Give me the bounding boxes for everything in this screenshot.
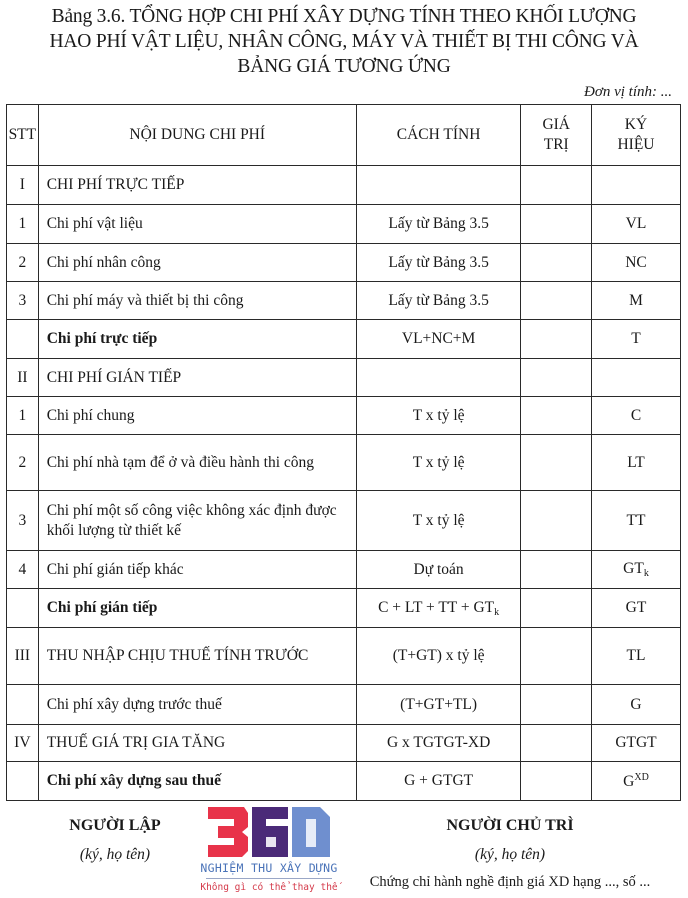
logo-tagline-2: Không gì có thể thay thế bbox=[200, 882, 338, 893]
cell-ky-hieu bbox=[592, 589, 681, 628]
cell-gia-tri bbox=[521, 166, 592, 205]
cach-tinh-subscript: k bbox=[494, 606, 500, 618]
watermark-logo bbox=[198, 803, 340, 895]
cell-noi-dung: Chi phí gián tiếp khác bbox=[38, 551, 356, 589]
logo-360-icon bbox=[208, 805, 330, 858]
cell-gia-tri bbox=[521, 685, 592, 725]
cell-stt bbox=[7, 589, 39, 628]
table-row bbox=[7, 551, 681, 589]
table-row bbox=[7, 359, 681, 397]
ky-hieu-text: GT bbox=[623, 560, 644, 577]
cell-noi-dung: Chi phí vật liệu bbox=[38, 205, 356, 244]
cell-stt: I bbox=[7, 166, 39, 205]
ky-hieu-text: T bbox=[631, 330, 641, 347]
header-ky-hieu-line2: HIỆU bbox=[617, 136, 655, 153]
cell-cach-tinh bbox=[356, 320, 521, 359]
logo-tagline-1: NGHIỆM THU XÂY DỰNG bbox=[200, 861, 338, 875]
header-cach-tinh: CÁCH TÍNH bbox=[356, 105, 521, 166]
ky-hieu-text: TL bbox=[626, 647, 646, 664]
header-gia-tri-line1: GIÁ bbox=[542, 116, 570, 133]
cell-gia-tri bbox=[521, 244, 592, 282]
cach-tinh-text: Lấy từ Bảng 3.5 bbox=[388, 291, 489, 309]
title-line-2: HAO PHÍ VẬT LIỆU, NHÂN CÔNG, MÁY VÀ THIẾT BỊ THI CÔNG VÀ bbox=[49, 31, 639, 52]
table-row bbox=[7, 166, 681, 205]
document-title bbox=[0, 4, 688, 79]
preparer-role: NGƯỜI LẬP bbox=[69, 817, 161, 834]
cell-noi-dung: Chi phí chung bbox=[38, 397, 356, 435]
cell-cach-tinh bbox=[356, 166, 521, 205]
ky-hieu-text: GTGT bbox=[615, 734, 657, 751]
cell-ky-hieu bbox=[592, 628, 681, 685]
cell-ky-hieu bbox=[592, 685, 681, 725]
ky-hieu-text: GT bbox=[625, 599, 647, 616]
cell-stt: IV bbox=[7, 725, 39, 762]
table-row bbox=[7, 725, 681, 762]
cell-stt: 1 bbox=[7, 397, 39, 435]
table-row bbox=[7, 282, 681, 320]
table-header-row bbox=[7, 105, 681, 166]
ky-hieu-subscript: k bbox=[643, 568, 649, 579]
cell-noi-dung: CHI PHÍ TRỰC TIẾP bbox=[38, 166, 356, 205]
header-stt: STT bbox=[7, 105, 39, 166]
cell-cach-tinh bbox=[356, 282, 521, 320]
cell-gia-tri bbox=[521, 359, 592, 397]
cell-ky-hieu bbox=[592, 282, 681, 320]
ky-hieu-text: M bbox=[629, 291, 643, 309]
cell-noi-dung: Chi phí trực tiếp bbox=[38, 320, 356, 359]
cell-cach-tinh bbox=[356, 491, 521, 551]
cell-cach-tinh bbox=[356, 359, 521, 397]
table-row bbox=[7, 762, 681, 801]
cell-noi-dung: Chi phí gián tiếp bbox=[38, 589, 356, 628]
title-line-1: Bảng 3.6. TỔNG HỢP CHI PHÍ XÂY DỰNG TÍNH THEO KHỐI LƯỢNG bbox=[51, 6, 637, 27]
ky-hieu-text: G bbox=[623, 772, 635, 790]
ky-hieu-text: G bbox=[630, 695, 642, 713]
cach-tinh-text: (T+GT) x tỷ lệ bbox=[392, 647, 485, 664]
preparer-note: (ký, họ tên) bbox=[79, 846, 151, 863]
cell-cach-tinh bbox=[356, 762, 521, 801]
ky-hieu-text: C bbox=[630, 406, 642, 424]
cell-stt: 3 bbox=[7, 282, 39, 320]
cach-tinh-text: VL+NC+M bbox=[401, 330, 476, 347]
cell-gia-tri bbox=[521, 551, 592, 589]
cell-noi-dung: Chi phí máy và thiết bị thi công bbox=[38, 282, 356, 320]
cost-summary-table bbox=[6, 104, 681, 801]
cell-gia-tri bbox=[521, 435, 592, 491]
header-ky-hieu bbox=[592, 105, 681, 166]
cach-tinh-text: G + GTGT bbox=[404, 772, 474, 789]
cell-ky-hieu bbox=[592, 359, 681, 397]
header-ky-hieu-line1: KÝ bbox=[624, 116, 648, 133]
cell-cach-tinh bbox=[356, 589, 521, 628]
cell-cach-tinh bbox=[356, 551, 521, 589]
cell-gia-tri bbox=[521, 205, 592, 244]
cell-ky-hieu bbox=[592, 244, 681, 282]
cell-cach-tinh bbox=[356, 685, 521, 725]
cell-noi-dung: Chi phí xây dựng sau thuế bbox=[38, 762, 356, 801]
cell-gia-tri bbox=[521, 491, 592, 551]
header-noi-dung: NỘI DUNG CHI PHÍ bbox=[38, 105, 356, 166]
unit-label: Đơn vị tính: ... bbox=[584, 84, 672, 100]
table-row bbox=[7, 685, 681, 725]
table-row bbox=[7, 435, 681, 491]
cell-cach-tinh bbox=[356, 205, 521, 244]
cell-gia-tri bbox=[521, 628, 592, 685]
cell-noi-dung: Chi phí nhân công bbox=[38, 244, 356, 282]
cell-cach-tinh bbox=[356, 628, 521, 685]
cach-tinh-text: T x tỷ lệ bbox=[412, 406, 465, 424]
cell-ky-hieu bbox=[592, 205, 681, 244]
cell-noi-dung: THU NHẬP CHỊU THUẾ TÍNH TRƯỚC bbox=[38, 628, 356, 685]
cach-tinh-text: Lấy từ Bảng 3.5 bbox=[388, 253, 489, 271]
cell-cach-tinh bbox=[356, 244, 521, 282]
cell-cach-tinh bbox=[356, 725, 521, 762]
cell-noi-dung: Chi phí nhà tạm để ở và điều hành thi công bbox=[38, 435, 356, 491]
cell-ky-hieu bbox=[592, 320, 681, 359]
logo-divider bbox=[206, 878, 332, 879]
cell-stt: 2 bbox=[7, 244, 39, 282]
cell-noi-dung: Chi phí xây dựng trước thuế bbox=[38, 685, 356, 725]
table-row bbox=[7, 491, 681, 551]
cell-stt bbox=[7, 762, 39, 801]
ky-hieu-text: VL bbox=[625, 215, 647, 232]
cell-ky-hieu bbox=[592, 397, 681, 435]
cell-ky-hieu bbox=[592, 725, 681, 762]
supervisor-certificate: Chứng chỉ hành nghề định giá XD hạng ..., số ... bbox=[369, 874, 651, 890]
cell-gia-tri bbox=[521, 725, 592, 762]
cell-cach-tinh bbox=[356, 435, 521, 491]
cell-stt: 1 bbox=[7, 205, 39, 244]
cell-noi-dung: THUẾ GIÁ TRỊ GIA TĂNG bbox=[38, 725, 356, 762]
title-line-3: BẢNG GIÁ TƯƠNG ỨNG bbox=[237, 56, 451, 77]
cach-tinh-text: T x tỷ lệ bbox=[412, 511, 465, 529]
table-body bbox=[7, 166, 681, 801]
table-row bbox=[7, 397, 681, 435]
header-gia-tri bbox=[521, 105, 592, 166]
signature-supervisor bbox=[340, 815, 680, 891]
cell-gia-tri bbox=[521, 397, 592, 435]
header-gia-tri-line2: TRỊ bbox=[543, 136, 569, 153]
cell-stt: 3 bbox=[7, 491, 39, 551]
table-row bbox=[7, 628, 681, 685]
supervisor-note: (ký, họ tên) bbox=[474, 846, 546, 863]
cell-gia-tri bbox=[521, 762, 592, 801]
ky-hieu-superscript: XD bbox=[634, 771, 649, 783]
cach-tinh-text: G x TGTGT-XD bbox=[386, 734, 491, 751]
cell-gia-tri bbox=[521, 589, 592, 628]
cach-tinh-text: (T+GT+TL) bbox=[400, 695, 478, 713]
cach-tinh-text: T x tỷ lệ bbox=[412, 453, 465, 471]
table-row bbox=[7, 244, 681, 282]
cell-ky-hieu bbox=[592, 551, 681, 589]
cell-gia-tri bbox=[521, 320, 592, 359]
signature-preparer bbox=[50, 815, 180, 864]
cell-stt: III bbox=[7, 628, 39, 685]
cell-gia-tri bbox=[521, 282, 592, 320]
ky-hieu-text: TT bbox=[626, 511, 646, 529]
ky-hieu-text: LT bbox=[627, 453, 645, 471]
cell-ky-hieu bbox=[592, 435, 681, 491]
cell-stt: II bbox=[7, 359, 39, 397]
cell-stt: 2 bbox=[7, 435, 39, 491]
cell-stt bbox=[7, 320, 39, 359]
cach-tinh-text: Dự toán bbox=[413, 560, 464, 578]
cach-tinh-text: C + LT + TT + GT bbox=[378, 598, 495, 616]
table-row bbox=[7, 589, 681, 628]
table-row bbox=[7, 320, 681, 359]
cell-cach-tinh bbox=[356, 397, 521, 435]
ky-hieu-text: NC bbox=[625, 253, 647, 271]
cell-ky-hieu bbox=[592, 166, 681, 205]
cell-stt: 4 bbox=[7, 551, 39, 589]
cell-ky-hieu bbox=[592, 762, 681, 801]
supervisor-role: NGƯỜI CHỦ TRÌ bbox=[446, 817, 574, 834]
cell-stt bbox=[7, 685, 39, 725]
cell-ky-hieu bbox=[592, 491, 681, 551]
cach-tinh-text: Lấy từ Bảng 3.5 bbox=[388, 215, 489, 232]
cell-noi-dung: Chi phí một số công việc không xác định được khối lượng từ thiết kế bbox=[38, 491, 356, 551]
cell-noi-dung: CHI PHÍ GIÁN TIẾP bbox=[38, 359, 356, 397]
table-row bbox=[7, 205, 681, 244]
